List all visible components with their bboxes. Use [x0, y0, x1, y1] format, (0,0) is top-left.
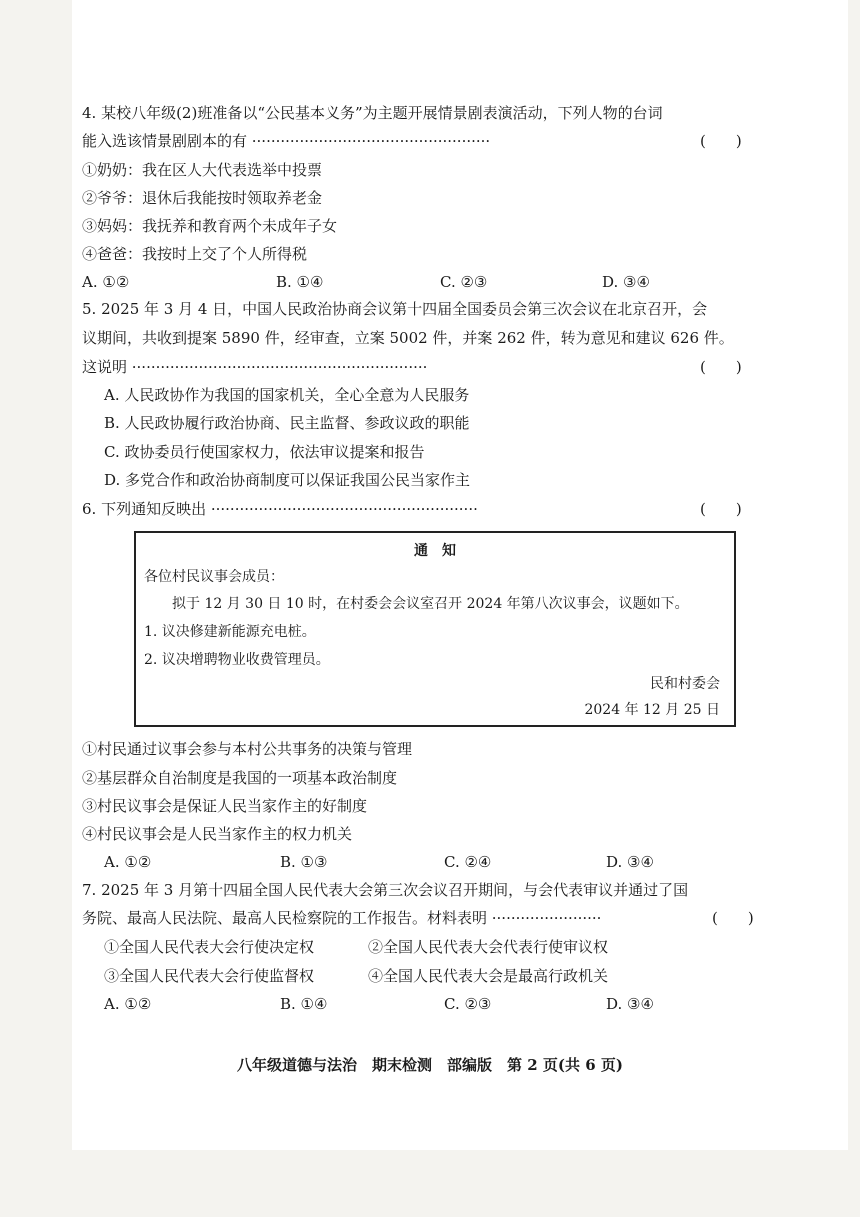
page-footer: 八年级道德与法治 期末检测 部编版 第 2 页(共 6 页) — [237, 1056, 623, 1074]
q4-statement-3: ③妈妈：我抚养和教育两个未成年子女 — [82, 217, 338, 235]
q4-statement-1: ①奶奶：我在区人大代表选举中投票 — [82, 161, 323, 179]
notice-title: 通 知 — [414, 543, 456, 559]
q5-option-b: B. 人民政协履行政治协商、民主监督、参政议政的职能 — [104, 414, 470, 432]
q6-option-c: C. ②④ — [444, 853, 492, 871]
notice-salutation: 各位村民议事会成员： — [144, 569, 284, 585]
q6-statement-4: ④村民议事会是人民当家作主的权力机关 — [82, 825, 353, 843]
q7-option-a: A. ①② — [104, 995, 152, 1013]
q4-statement-2: ②爷爷：退休后我能按时领取养老金 — [82, 189, 323, 207]
q7-statement-4: ④全国人民代表大会是最高行政机关 — [368, 967, 609, 985]
q4-statement-4: ④爸爸：我按时上交了个人所得税 — [82, 245, 308, 263]
q5-stem-line2: 议期间，共收到提案 5890 件，经审查，立案 5002 件，并案 262 件，转为意见和建议 626 件。 — [82, 329, 734, 347]
q7-option-b: B. ①④ — [280, 995, 328, 1013]
q5-option-c: C. 政协委员行使国家权力，依法审议提案和报告 — [104, 443, 425, 461]
q4-answer-paren: ( ) — [700, 132, 742, 150]
q5-stem-line3: 这说明 ······························································ — [82, 358, 428, 376]
q4-option-a: A. ①② — [82, 273, 130, 291]
q4-option-c: C. ②③ — [440, 273, 488, 291]
q7-option-d: D. ③④ — [606, 995, 654, 1013]
q6-answer-paren: ( ) — [700, 500, 742, 518]
notice-date: 2024 年 12 月 25 日 — [584, 702, 720, 718]
q4-option-d: D. ③④ — [602, 273, 650, 291]
notice-item-1: 1. 议决修建新能源充电桩。 — [144, 624, 316, 640]
q6-option-d: D. ③④ — [606, 853, 654, 871]
q5-stem-line1: 5. 2025 年 3 月 4 日，中国人民政治协商会议第十四届全国委员会第三次会议在北京召开，会 — [82, 300, 708, 318]
q7-statement-3: ③全国人民代表大会行使监督权 — [104, 967, 315, 985]
q7-statement-2: ②全国人民代表大会代表行使审议权 — [368, 938, 609, 956]
q5-option-a: A. 人民政协作为我国的国家机关，全心全意为人民服务 — [104, 386, 470, 404]
q7-stem-line2: 务院、最高人民法院、最高人民检察院的工作报告。材料表明 ······················· — [82, 909, 602, 927]
q7-answer-paren: ( ) — [712, 909, 754, 927]
q6-option-b: B. ①③ — [280, 853, 328, 871]
q6-statement-1: ①村民通过议事会参与本村公共事务的决策与管理 — [82, 740, 413, 758]
q6-stem: 6. 下列通知反映出 ························································ — [82, 500, 478, 518]
q6-option-a: A. ①② — [104, 853, 152, 871]
q4-stem-line2: 能入选该情景剧剧本的有 ·················································· — [82, 132, 491, 150]
notice-box — [134, 531, 736, 727]
q5-option-d: D. 多党合作和政治协商制度可以保证我国公民当家作主 — [104, 471, 471, 489]
q7-option-c: C. ②③ — [444, 995, 492, 1013]
q7-statement-1: ①全国人民代表大会行使决定权 — [104, 938, 315, 956]
notice-item-2: 2. 议决增聘物业收费管理员。 — [144, 652, 330, 668]
q7-stem-line1: 7. 2025 年 3 月第十四届全国人民代表大会第三次会议召开期间，与会代表审议并通过了国 — [82, 881, 689, 899]
notice-body: 拟于 12 月 30 日 10 时，在村委会会议室召开 2024 年第八次议事会，议题如下。 — [172, 596, 689, 612]
q4-option-b: B. ①④ — [276, 273, 324, 291]
q6-statement-3: ③村民议事会是保证人民当家作主的好制度 — [82, 797, 368, 815]
q5-answer-paren: ( ) — [700, 358, 742, 376]
q4-stem-line1: 4. 某校八年级(2)班准备以“公民基本义务”为主题开展情景剧表演活动，下列人物的台词 — [82, 104, 663, 122]
q6-statement-2: ②基层群众自治制度是我国的一项基本政治制度 — [82, 769, 398, 787]
notice-signer: 民和村委会 — [650, 676, 720, 692]
